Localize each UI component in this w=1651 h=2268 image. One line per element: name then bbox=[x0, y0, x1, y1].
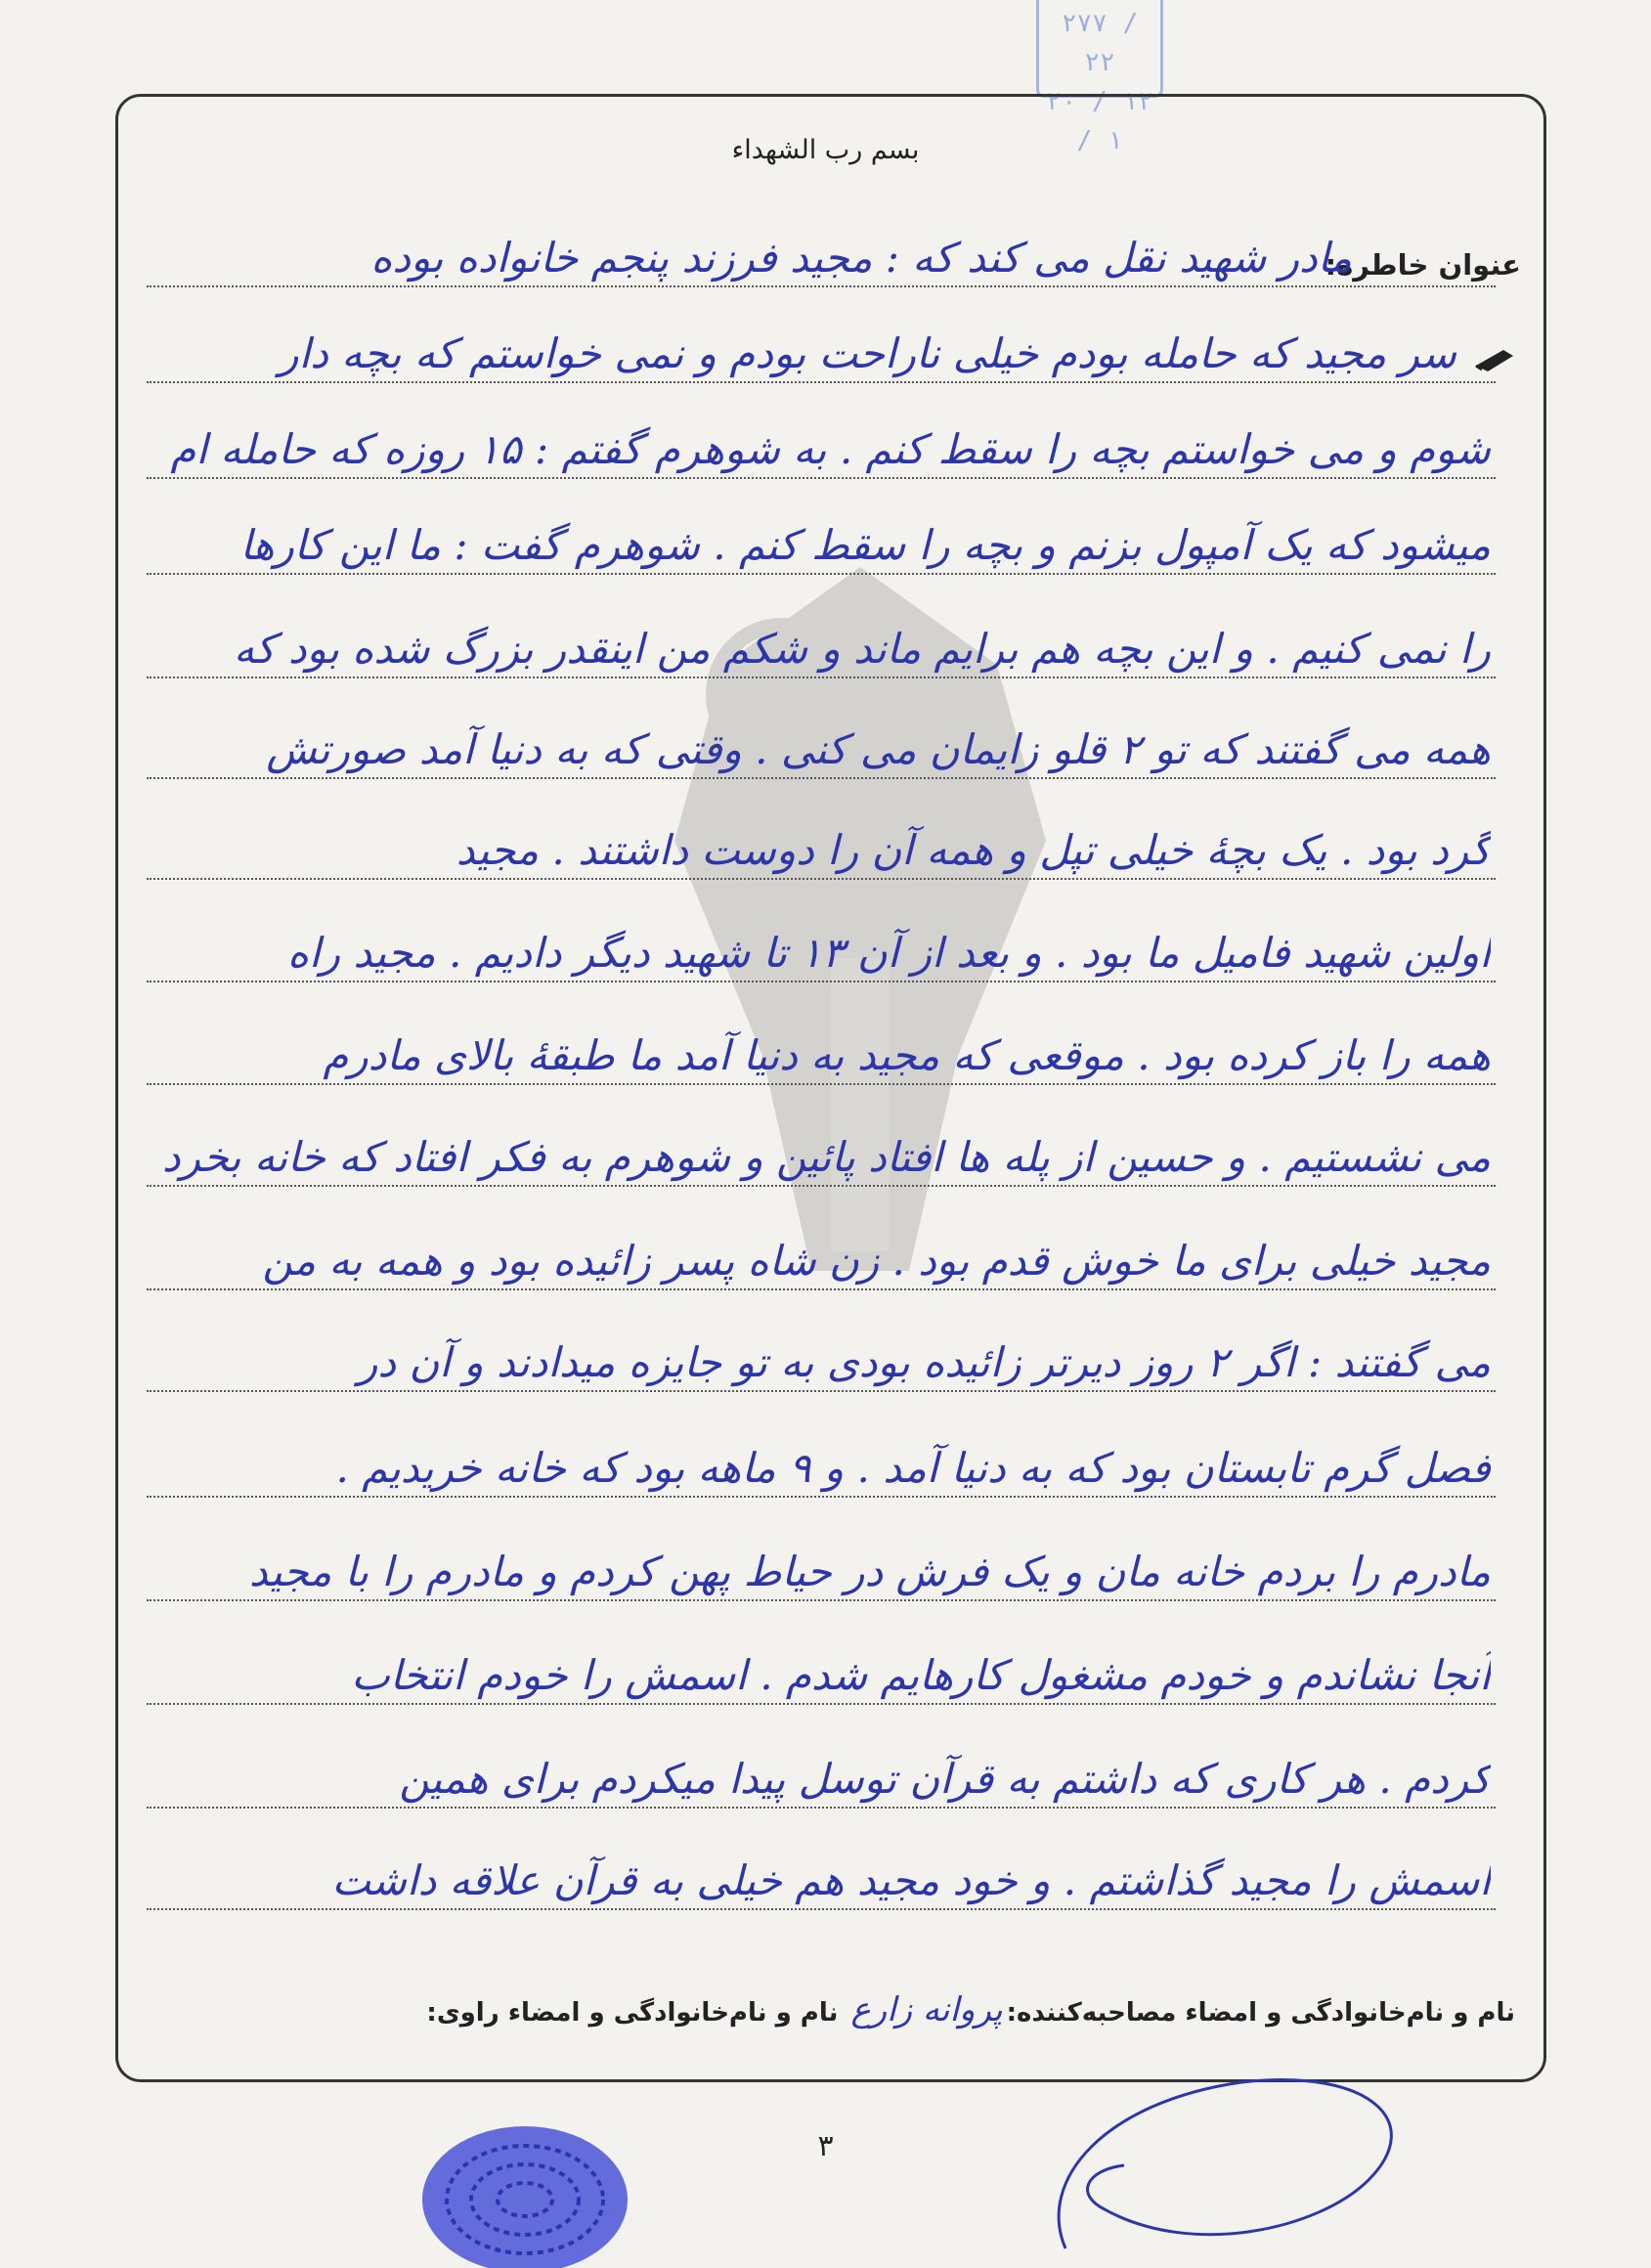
ruled-line bbox=[147, 1083, 1496, 1085]
pen-icon bbox=[1474, 344, 1517, 373]
ruled-line bbox=[147, 878, 1496, 880]
handwritten-line: گرد بود . یک بچهٔ خیلی تپل و همه آن را دوست داشتند . مجید bbox=[456, 826, 1491, 874]
handwritten-line: اسمش را مجید گذاشتم . و خود مجید هم خیلی به قرآن علاقه داشت bbox=[331, 1856, 1491, 1904]
ruled-line bbox=[147, 981, 1496, 982]
basmala-heading: بسم رب الشهداء bbox=[731, 135, 920, 165]
ruled-line bbox=[147, 1496, 1496, 1498]
handwritten-line: آنجا نشاندم و خودم مشغول کارهایم شدم . اسمش را خودم انتخاب bbox=[351, 1651, 1491, 1699]
handwritten-line: همه می گفتند که تو ۲ قلو زایمان می کنی . وقتی که به دنیا آمد صورتش bbox=[266, 725, 1491, 773]
handwritten-line: سر مجید که حامله بودم خیلی ناراحت بودم و نمی خواستم که بچه دار bbox=[279, 329, 1456, 377]
ruled-line bbox=[147, 285, 1496, 287]
ruled-line bbox=[147, 573, 1496, 575]
handwritten-line: می نشستیم . و حسین از پله ها افتاد پائین و شوهرم به فکر افتاد که خانه بخرد bbox=[161, 1133, 1491, 1181]
ruled-line bbox=[147, 1599, 1496, 1601]
stamp-line-2: ۲۰ / ۱۲ / ۱ bbox=[1046, 87, 1153, 155]
handwritten-line: را نمی کنیم . و این بچه هم برایم ماند و شکم من اینقدر بزرگ شده بود که bbox=[233, 625, 1491, 673]
fingerprint-mark-icon bbox=[415, 2112, 635, 2268]
handwritten-line: اولین شهید فامیل ما بود . و بعد از آن ۱۳ تا شهید دیگر دادیم . مجید راه bbox=[287, 929, 1491, 977]
page-number: ۳ bbox=[817, 2129, 834, 2163]
ruled-line bbox=[147, 777, 1496, 779]
signature-mark-icon bbox=[1046, 2063, 1417, 2268]
handwritten-line: مادر شهید نقل می کند که : مجید فرزند پنجم خانواده بوده bbox=[370, 234, 1352, 282]
ruled-line bbox=[147, 1807, 1496, 1809]
signature-row bbox=[147, 1990, 1515, 2029]
ruled-line bbox=[147, 676, 1496, 678]
ruled-line bbox=[147, 1908, 1496, 1910]
ruled-line bbox=[147, 1288, 1496, 1290]
memory-title-label: عنوان خاطره: bbox=[1325, 248, 1521, 282]
handwritten-line: می گفتند : اگر ۲ روز دیرتر زائیده بودی به تو جایزه میدادند و آن در bbox=[358, 1338, 1491, 1386]
handwritten-line: همه را باز کرده بود . موقعی که مجید به دنیا آمد ما طبقهٔ بالای مادرم bbox=[323, 1031, 1491, 1079]
handwritten-line: فصل گرم تابستان بود که به دنیا آمد . و ۹ ماهه بود که خانه خریدیم . bbox=[335, 1444, 1491, 1492]
ruled-line bbox=[147, 1703, 1496, 1705]
ruled-line bbox=[147, 381, 1496, 383]
handwritten-line: کردم . هر کاری که داشتم به قرآن توسل پیدا میکردم برای همین bbox=[399, 1755, 1491, 1803]
archive-stamp bbox=[1036, 0, 1163, 155]
ruled-line bbox=[147, 1390, 1496, 1392]
ruled-line bbox=[147, 1185, 1496, 1187]
stamp-line-1: ۲۷۷ / ۲۲ bbox=[1061, 9, 1139, 77]
interviewer-signature: پروانه زارع bbox=[850, 1990, 1003, 2029]
ruled-line bbox=[147, 477, 1496, 479]
handwritten-line: میشود که یک آمپول بزنم و بچه را سقط کنم . شوهرم گفت : ما این کارها bbox=[239, 521, 1491, 569]
interviewer-label: نام و نام‌خانوادگی و امضاء مصاحبه‌کننده: bbox=[1006, 1998, 1515, 2028]
handwritten-line: مجید خیلی برای ما خوش قدم بود . زن شاه پسر زائیده بود و همه به من bbox=[262, 1237, 1491, 1285]
handwritten-line: مادرم را بردم خانه مان و یک فرش در حیاط پهن کردم و مادرم را با مجید bbox=[248, 1548, 1491, 1595]
narrator-label: نام و نام‌خانوادگی و امضاء راوی: bbox=[426, 1998, 839, 2028]
handwritten-line: شوم و می خواستم بچه را سقط کنم . به شوهرم گفتم : ۱۵ روزه که حامله ام bbox=[170, 425, 1491, 473]
